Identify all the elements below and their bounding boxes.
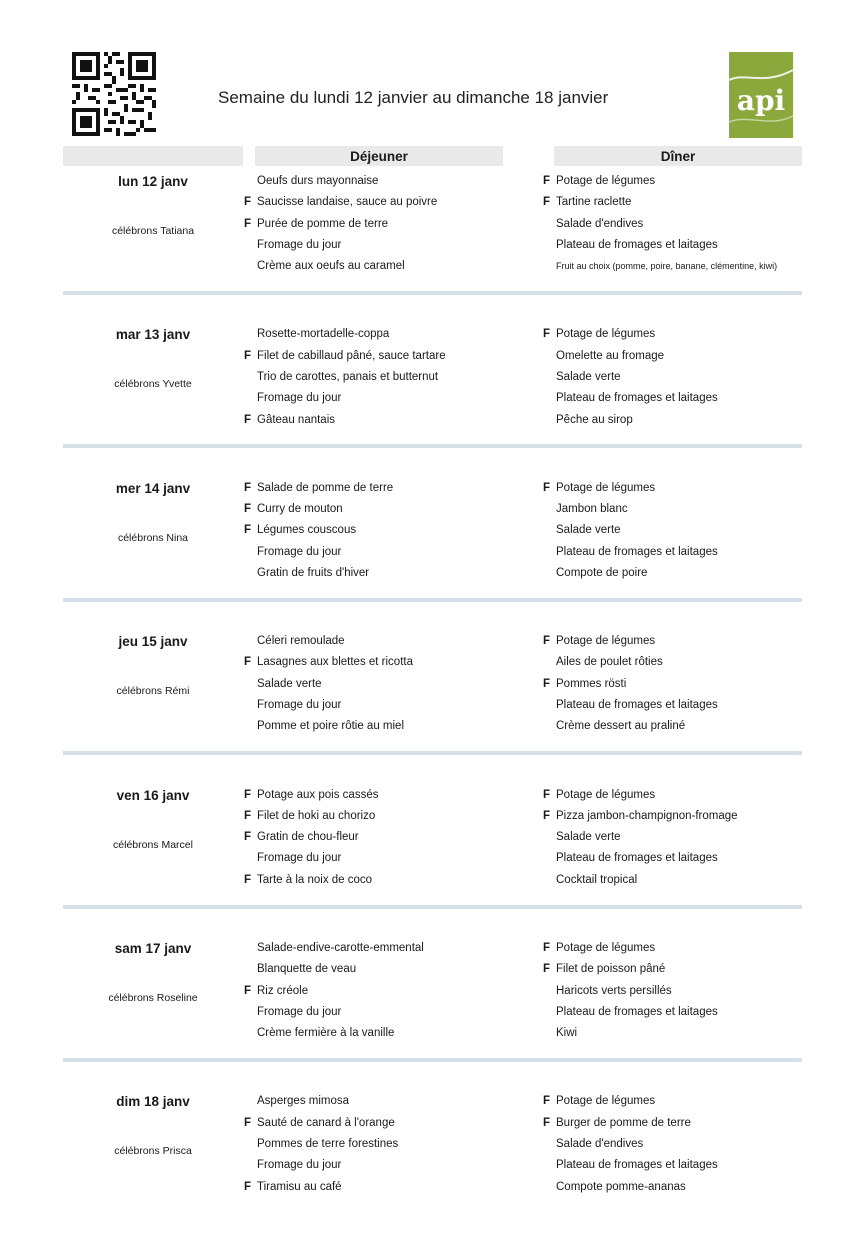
menu-item-label: Potage de légumes [556,481,656,494]
menu-item-label: Rosette-mortadelle-coppa [257,328,390,341]
fait-maison-flag: F [244,1116,252,1129]
day-name: mar 13 janv [115,327,191,343]
menu-item-label: Filet de poisson pâné [556,963,666,976]
menu-item-label: Oeufs durs mayonnaise [257,175,379,187]
menu-item-label: Fruit au choix (pomme, poire, banane, clémentine, kiwi) [556,261,778,272]
menu-item-label: Omelette au fromage [556,349,665,362]
day-separator [63,1058,802,1062]
menu-item-label: Filet de cabillaud pâné, sauce tartare [257,349,446,362]
fait-maison-flag: F [244,873,252,886]
menu-item [244,195,544,216]
menu-item [543,962,861,983]
menu-item-label: Fromage du jour [257,852,342,865]
menu-item [244,238,544,259]
menu-item-label: Pomme et poire rôtie au miel [257,720,405,733]
menu-item-label: Haricots verts persillés [556,984,672,997]
menu-item [543,327,861,348]
fait-maison-flag: F [244,809,252,822]
menu-item [543,1005,861,1026]
day-row [0,481,861,634]
menu-item [244,1158,544,1179]
menu-item-label: Saucisse landaise, sauce au poivre [257,196,438,209]
fait-maison-flag: F [543,963,551,976]
menu-item [543,698,861,719]
menu-item [244,327,544,348]
fait-maison-flag: F [244,1180,252,1193]
day-name: lun 12 janv [118,174,188,189]
menu-item-label: Tarte à la noix de coco [257,873,373,886]
fait-maison-flag: F [543,809,551,822]
menu-item [543,851,861,872]
menu-item [543,677,861,698]
menu-item [244,349,544,370]
celebration-text: célébrons Tatiana [111,225,195,237]
menu-item-label: Céleri remoulade [257,635,345,648]
fait-maison-flag: F [543,1116,551,1129]
dejeuner-list [244,1094,544,1200]
day-name: jeu 15 janv [118,634,188,650]
menu-item-label: Salade-endive-carotte-emmental [257,942,424,954]
celebration-text: célébrons Rémi [116,685,190,698]
menu-item [244,259,544,280]
menu-item [543,217,861,238]
menu-item [543,830,861,851]
menu-item-label: Tiramisu au café [257,1180,342,1193]
dejeuner-list [244,941,544,1047]
menu-item [543,1026,861,1047]
day-name: dim 18 janv [116,1094,190,1110]
menu-item-label: Pêche au sirop [556,413,633,426]
menu-item [543,566,861,587]
day-row [0,634,861,787]
menu-item [543,655,861,676]
api-logo [729,52,793,138]
menu-item-label: Salade de pomme de terre [257,481,394,494]
menu-item-label: Plateau de fromages et laitages [556,1005,718,1018]
day-row [0,941,861,1094]
menu-item-label: Curry de mouton [257,503,343,516]
menu-item [244,1116,544,1137]
menu-item [543,370,861,391]
fait-maison-flag: F [244,196,252,209]
dejeuner-list [244,634,544,740]
diner-list [543,481,861,587]
menu-item-label: Plateau de fromages et laitages [556,699,718,712]
menu-item [543,545,861,566]
dejeuner-list [244,174,544,280]
fait-maison-flag: F [543,481,551,494]
menu-item-label: Légumes couscous [257,524,357,537]
menu-item-label: Salade verte [556,370,621,383]
menu-item-label: Crème fermière à la vanille [257,1027,395,1040]
menu-item-label: Cocktail tropical [556,873,638,886]
menu-item [543,1180,861,1201]
fait-maison-flag: F [244,481,252,494]
menu-item [543,195,861,216]
logo-text: api [736,84,786,117]
menu-item [543,391,861,412]
dejeuner-list [244,327,544,433]
menu-item [244,502,544,523]
menu-item [244,413,544,434]
day-separator [63,751,802,755]
menu-item [244,788,544,809]
menu-item [543,238,861,259]
menu-item-label: Pommes de terre forestines [257,1137,399,1150]
menu-item [244,1137,544,1158]
menu-item [244,851,544,872]
menu-item-label: Potage de légumes [556,328,656,341]
day-column-header [63,146,243,166]
menu-item [244,677,544,698]
menu-item-label: Salade d'endives [556,217,644,230]
menu-item-label: Salade verte [257,677,322,690]
menu-item [244,873,544,894]
fait-maison-flag: F [543,788,551,801]
menu-item [244,809,544,830]
menu-item-label: Gratin de fruits d'hiver [257,566,370,579]
day-row [0,1094,861,1247]
menu-item [543,1137,861,1158]
menu-item-label: Plateau de fromages et laitages [556,852,718,865]
menu-item [543,941,861,962]
menu-item-label: Riz créole [257,984,309,997]
menu-item [543,1158,861,1179]
day-separator [63,905,802,909]
day-name: mer 14 janv [115,480,191,496]
fait-maison-flag: F [244,656,252,669]
menu-item [244,698,544,719]
menu-item [543,259,861,280]
menu-item-label: Pommes rösti [556,677,627,690]
menu-item-label: Fromage du jour [257,1159,342,1172]
day-name: ven 16 janv [116,787,190,803]
menu-item-label: Burger de pomme de terre [556,1116,691,1129]
celebration-text: célébrons Roseline [108,992,198,1004]
dejeuner-column-header: Déjeuner [255,146,503,166]
menu-item-label: Compote de poire [556,566,648,579]
menu-item-label: Plateau de fromages et laitages [556,238,718,251]
diner-list [543,327,861,433]
menu-item [543,719,861,740]
menu-item-label: Fromage du jour [257,545,342,558]
menu-item-label: Compote pomme-ananas [556,1180,686,1193]
menu-item-label: Filet de hoki au chorizo [257,809,376,822]
fait-maison-flag: F [244,984,252,997]
dejeuner-list [244,481,544,587]
menu-item-label: Tartine raclette [556,196,632,209]
fait-maison-flag: F [543,942,551,954]
fait-maison-flag: F [543,677,551,690]
menu-item [244,830,544,851]
fait-maison-flag: F [244,503,252,516]
day-separator [63,444,802,448]
menu-item-label: Purée de pomme de terre [257,217,389,230]
menu-item-label: Salade verte [556,831,621,844]
menu-item-label: Potage de légumes [556,942,656,954]
diner-list [543,941,861,1047]
celebration-text: célébrons Nina [117,531,189,544]
fait-maison-flag: F [244,217,252,230]
menu-item [543,523,861,544]
fait-maison-flag: F [244,788,252,801]
menu-item-label: Blanquette de veau [257,963,357,976]
menu-item [543,634,861,655]
diner-column-header: Dîner [554,146,802,166]
qr-code [70,52,158,136]
menu-item [244,545,544,566]
fait-maison-flag: F [543,196,551,209]
menu-item [244,962,544,983]
menu-item [543,984,861,1005]
menu-item [543,502,861,523]
menu-item-label: Crème aux oeufs au caramel [257,260,405,273]
fait-maison-flag: F [244,524,252,537]
menu-item [244,719,544,740]
fait-maison-flag: F [244,831,252,844]
menu-item [244,634,544,655]
menu-item-label: Plateau de fromages et laitages [556,545,718,558]
menu-item-label: Crème dessert au praliné [556,720,686,733]
fait-maison-flag: F [543,328,551,341]
menu-item [543,1116,861,1137]
menu-item [543,873,861,894]
day-row [0,327,861,480]
menu-item [244,655,544,676]
menu-item-label: Potage de légumes [556,175,656,187]
menu-item-label: Kiwi [556,1027,578,1040]
menu-item [543,809,861,830]
fait-maison-flag: F [244,413,252,426]
menu-item-label: Fromage du jour [257,238,342,251]
menu-item [543,1094,861,1115]
menu-item-label: Gratin de chou-fleur [257,831,359,844]
day-row [0,174,861,327]
menu-item [244,481,544,502]
menu-item-label: Asperges mimosa [257,1095,350,1108]
day-separator [63,598,802,602]
day-name: sam 17 janv [114,941,192,956]
menu-item [244,391,544,412]
day-separator [63,291,802,295]
menu-item [244,174,544,195]
menu-item-label: Gâteau nantais [257,413,336,426]
menu-item-label: Fromage du jour [257,1005,342,1018]
menu-item [543,349,861,370]
menu-item-label: Jambon blanc [556,503,628,516]
menu-item-label: Pizza jambon-champignon-fromage [556,809,738,822]
page-title: Semaine du lundi 12 janvier au dimanche 18 janvier [218,88,609,107]
menu-item [543,481,861,502]
celebration-text: célébrons Yvette [114,378,192,391]
celebration-text: célébrons Prisca [114,1145,192,1158]
menu-item-label: Salade d'endives [556,1137,644,1150]
menu-item-label: Plateau de fromages et laitages [556,392,718,405]
menu-item [244,1180,544,1201]
menu-item [543,413,861,434]
menu-item-label: Fromage du jour [257,699,342,712]
menu-item [244,566,544,587]
menu-item [244,370,544,391]
day-row [0,788,861,941]
menu-item-label: Salade verte [556,524,621,537]
fait-maison-flag: F [543,175,551,187]
diner-list [543,788,861,894]
fait-maison-flag: F [543,635,551,648]
fait-maison-flag: F [543,1095,551,1108]
menu-item [244,217,544,238]
dejeuner-list [244,788,544,894]
menu-item-label: Potage de légumes [556,635,656,648]
menu-item-label: Potage de légumes [556,1095,656,1108]
diner-list [543,1094,861,1200]
diner-list [543,634,861,740]
menu-item-label: Trio de carottes, panais et butternut [257,370,439,383]
menu-item [244,1005,544,1026]
menu-item [543,788,861,809]
menu-item-label: Ailes de poulet rôties [556,656,663,669]
diner-list [543,174,861,280]
menu-item-label: Sauté de canard à l'orange [257,1116,395,1129]
menu-item-label: Potage aux pois cassés [257,788,379,801]
fait-maison-flag: F [244,349,252,362]
menu-item-label: Lasagnes aux blettes et ricotta [257,656,413,669]
menu-item [543,174,861,195]
menu-item [244,984,544,1005]
menu-item [244,1094,544,1115]
celebration-text: célébrons Marcel [113,838,193,851]
menu-item [244,523,544,544]
menu-item [244,1026,544,1047]
menu-item-label: Potage de légumes [556,788,656,801]
menu-item [244,941,544,962]
menu-item-label: Fromage du jour [257,392,342,405]
menu-item-label: Plateau de fromages et laitages [556,1159,718,1172]
